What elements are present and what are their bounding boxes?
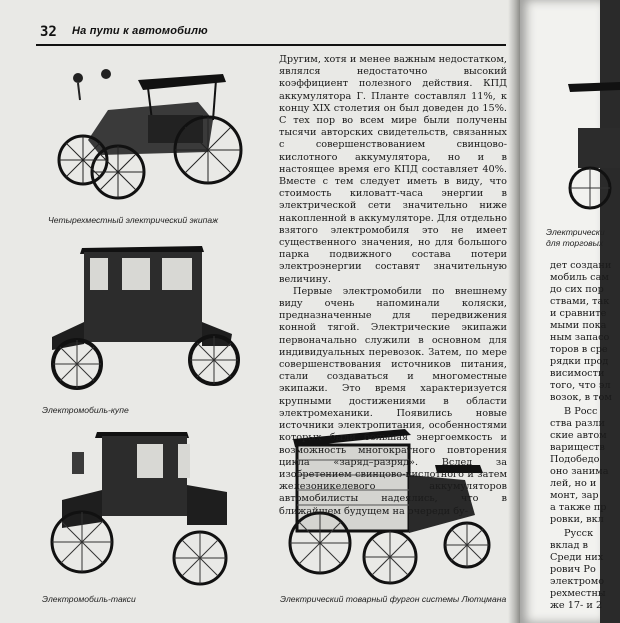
right-text-line: ства разли — [550, 418, 605, 429]
right-text-line: ские автом — [550, 430, 607, 441]
running-title: На пути к автомобилю — [72, 25, 208, 37]
right-text-line: возок, в том — [550, 392, 612, 403]
right-text-line: Среди них — [550, 552, 604, 563]
right-text-line: рехместны — [550, 588, 606, 599]
electric-coupe-illustration — [42, 242, 252, 392]
right-text-line: дет создани — [550, 260, 612, 271]
right-text-line: В Росс — [564, 406, 598, 417]
right-text-line: Подобедо — [550, 454, 600, 465]
figure-four-seat-carriage — [48, 60, 248, 210]
right-page — [520, 0, 612, 623]
right-page-vehicle-illustration — [560, 78, 620, 218]
right-text-line: и сравните — [550, 308, 607, 319]
right-text-line: оно занима — [550, 466, 609, 477]
electric-taxi-illustration — [42, 430, 242, 588]
caption-electric-coupe: Электромобиль-купе — [42, 405, 129, 415]
body-text — [279, 54, 507, 518]
right-text-line: электромо — [550, 576, 605, 587]
right-text-line: ствами, так — [550, 296, 610, 307]
right-text-line: лей, но и — [550, 478, 597, 489]
paragraph: Первые электромобили по внешнему виду очень напоминали коляски, предназначенные для передвижения конной тягой. Электрические экипажи первоначально служили в основном для индивидуальных перевозок. Затем, по мере совершенствования источников питания, стали создаваться и многоместные экипажи. Это время характеризуется крупными достижениями в области электромеханики. Появились новые источники электропитания, особенностями которых были большая энергоемкость и возможность многократного повторения цикла «заряд–разряд». Вслед за изобретением свинцово-кислотного и затем железоникелевого аккумуляторов автомобилисты надеялись, что в ближайшем будущем на очереди бу- — [279, 285, 507, 517]
right-text-line: висимости — [550, 368, 605, 379]
figure-electric-coupe — [42, 242, 252, 392]
right-text-line: рович Ро — [550, 564, 596, 575]
paragraph: Другим, хотя и менее важным недостатком, являлся недостаточно высокий коэффициент полезного действия. КПД аккумулятора Г. Планте составлял 11%, к концу XIX столетия он был доведен до 15%. С тех пор во всем мире были получены тысячи авторских свидетельств, связанных с совершенствованием свинцово-кислотного аккумулятора, но и в настоящее время его КПД составляет 40%. Вместе с тем следует иметь в виду, что стоимость киловатт-часа энергии в электрической сети значительно ниже накопленной в аккумуляторе. Для отдельно взятого электромобиля это не имеет существенного значения, но для большого парка подвижного состава потери электроэнергии составят значительную величину. — [279, 54, 507, 285]
right-text-line: торов в сре — [550, 344, 608, 355]
page-number: 32 — [40, 24, 57, 40]
page-header — [0, 20, 520, 46]
right-text-line: вариществ — [550, 442, 605, 453]
caption-electric-taxi: Электромобиль-такси — [42, 594, 136, 604]
right-text-line: а также пр — [550, 502, 607, 513]
figure-right-page-vehicle — [560, 78, 620, 218]
right-text-line: монт, зар — [550, 490, 599, 501]
right-caption-line: Электрически — [546, 227, 605, 237]
right-text-line: ровки, вкл — [550, 514, 604, 525]
right-text-line: рядки прод — [550, 356, 609, 367]
right-caption-line: для торговых — [546, 238, 604, 248]
right-text-line: того, что эл — [550, 380, 611, 391]
caption-lutzmann-van: Электрический товарный фургон системы Лютцмана — [280, 594, 507, 604]
header-rule — [36, 44, 506, 46]
caption-four-seat-carriage: Четырехместный электрический экипаж — [48, 215, 219, 225]
figure-electric-taxi — [42, 430, 242, 588]
right-text-line: до сих пор — [550, 284, 604, 295]
right-text-line: же 17- и 2 — [550, 600, 603, 611]
right-text-line: вклад в — [550, 540, 588, 551]
right-text-line: мобиль сам — [550, 272, 609, 283]
four-seat-carriage-illustration — [48, 60, 248, 210]
right-text-line: мыми пока — [550, 320, 607, 331]
right-text-line: Русск — [564, 528, 594, 539]
right-text-line: ным запасо — [550, 332, 610, 343]
